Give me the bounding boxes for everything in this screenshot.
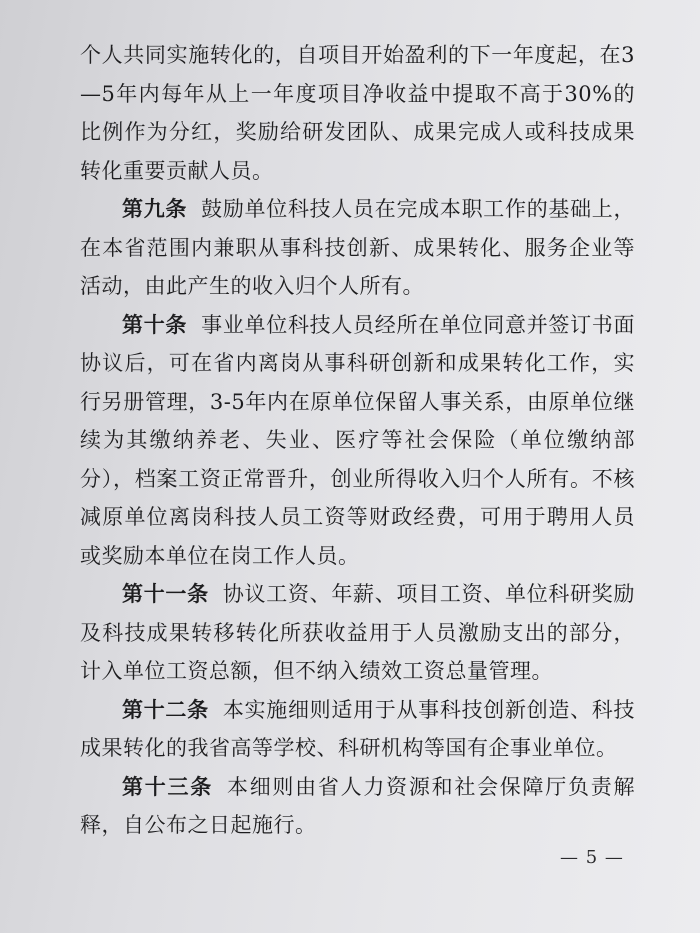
article-9 xyxy=(80,190,635,306)
document-body xyxy=(80,36,635,845)
paragraph-continuation xyxy=(80,36,635,190)
page-number: — 5 — xyxy=(560,847,624,868)
article-text: 本实施细则适用于从事科技创新创造、科技成果转化的我省高等学校、科研机构等国有企事业单位。 xyxy=(80,697,636,760)
article-10 xyxy=(80,306,635,576)
article-text: 鼓励单位科技人员在完成本职工作的基础上，在本省范围内兼职从事科技创新、成果转化、服务企业等活动，由此产生的收入归个人所有。 xyxy=(80,197,636,298)
article-11 xyxy=(80,575,635,691)
article-heading: 第十条 xyxy=(122,312,188,337)
article-text: 本细则由省人力资源和社会保障厅负责解释，自公布之日起施行。 xyxy=(80,774,635,837)
article-13 xyxy=(80,768,635,845)
article-heading: 第十三条 xyxy=(122,774,213,799)
paragraph-text: 个人共同实施转化的，自项目开始盈利的下一年度起，在3—5年内每年从上一年度项目净收益中提取不高于30%的比例作为分红，奖励给研发团队、成果完成人或科技成果转化重要贡献人员。 xyxy=(80,43,635,183)
article-heading: 第十二条 xyxy=(122,697,209,722)
article-text: 事业单位科技人员经所在单位同意并签订书面协议后，可在省内离岗从事科研创新和成果转化工作，实行另册管理，3-5年内在原单位保留人事关系，由原单位继续为其缴纳养老、失业、医疗等社会保险（单位缴纳部分），档案工资正常晋升，创业所得收入归个人所有。不核减原单位离岗科技人员工资等财政经费，可用于聘用人员或奖励本单位在岗工作人员。 xyxy=(80,312,636,568)
article-heading: 第九条 xyxy=(122,197,188,221)
article-heading: 第十一条 xyxy=(122,582,209,606)
article-text: 协议工资、年薪、项目工资、单位科研奖励及科技成果转移转化所获收益用于人员激励支出的部分，计入单位工资总额，但不纳入绩效工资总量管理。 xyxy=(80,582,636,683)
article-12 xyxy=(80,691,635,768)
